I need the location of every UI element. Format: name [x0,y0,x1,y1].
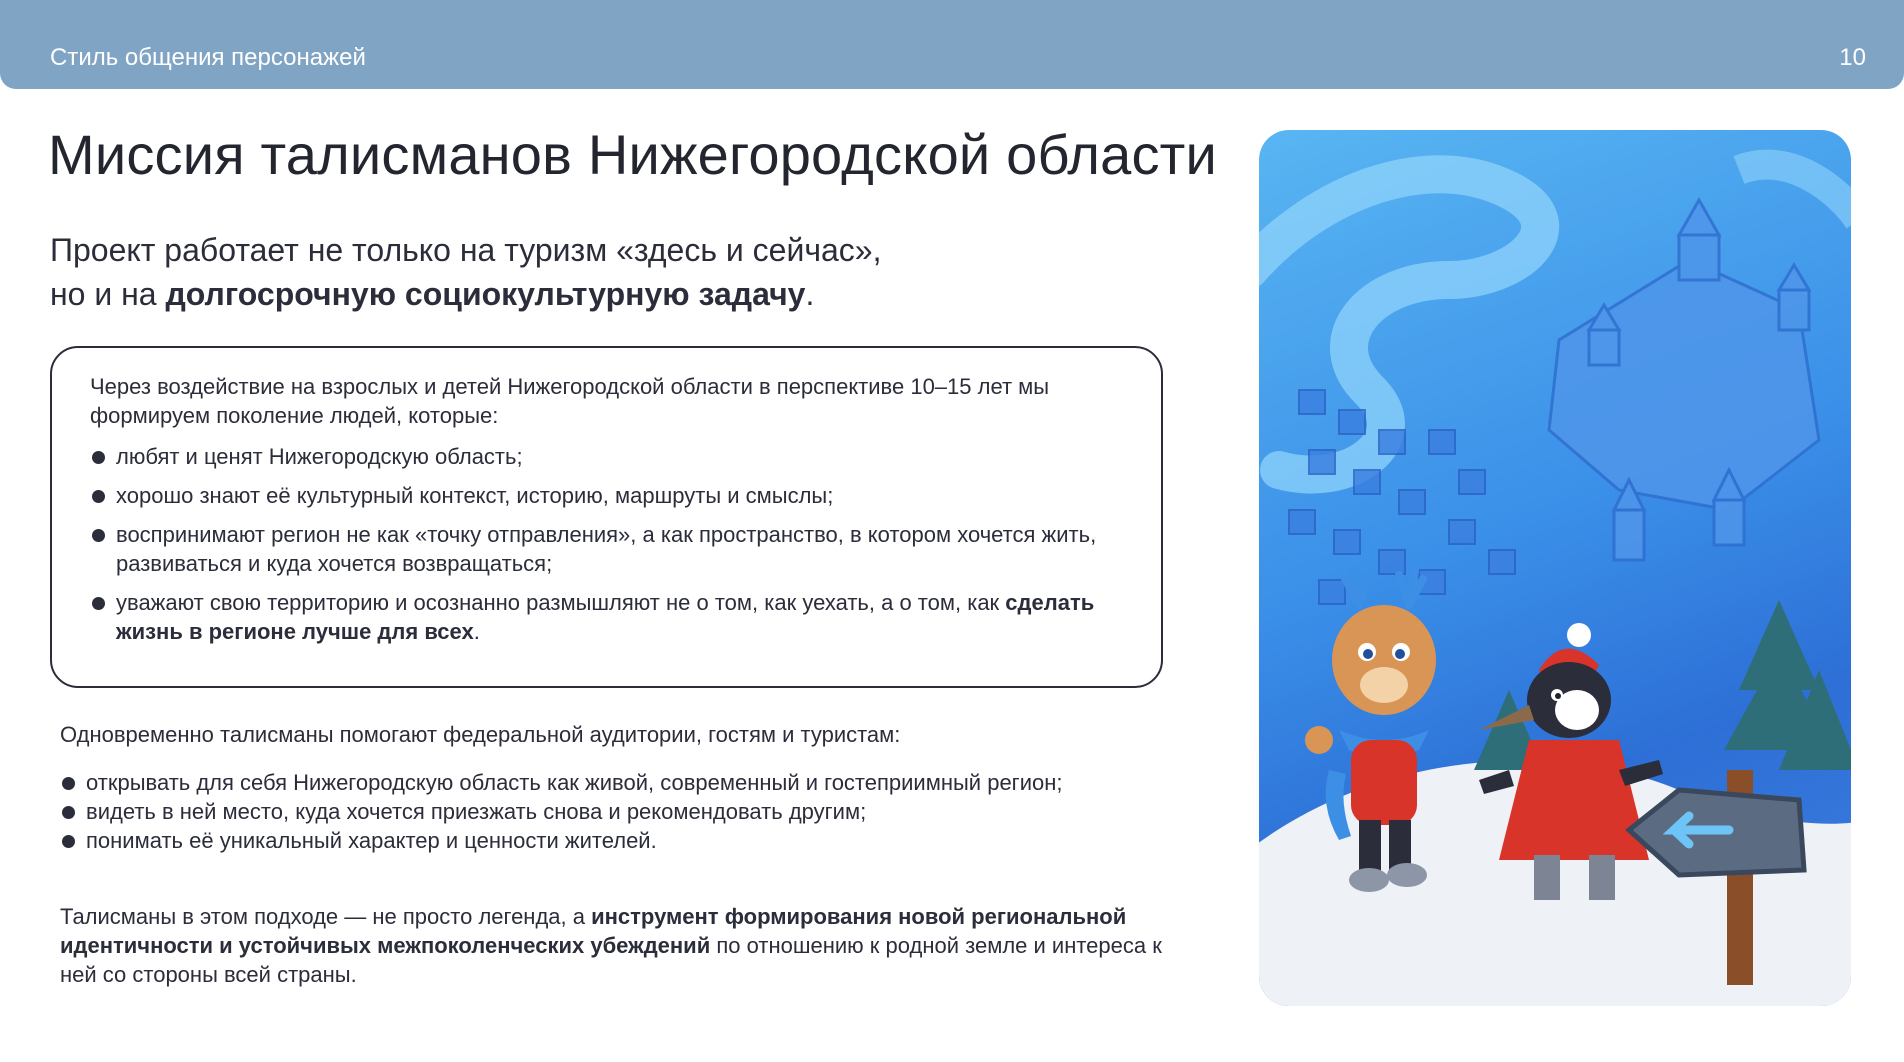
list-item [60,768,1120,797]
list-item [90,442,1123,471]
page-number: 10 [1839,44,1866,71]
lead-line-2-suffix: . [805,276,815,312]
bullet-icon [92,451,105,464]
list-item-text: хорошо знают её культурный контекст, историю, маршруты и смыслы; [116,483,834,508]
list-item [90,481,1123,510]
bullet-icon [62,806,75,819]
bullet-icon [92,597,105,610]
mascots-illustration [1259,130,1851,1006]
closing-emphasis: инструмент формирования новой региональной идентичности и устойчивых межпоколенческих убеждений [60,904,1127,958]
river-shape [1739,165,1851,220]
lead-line-1: Проект работает не только на туризм «здесь и сейчас», [50,232,882,268]
bullet-icon [92,529,105,542]
audience-intro: Одновременно талисманы помогают федеральной аудитории, гостям и туристам: [60,722,901,747]
audience-list [60,768,1120,855]
list-item-text: видеть в ней место, куда хочется приезжать снова и рекомендовать другим; [86,799,867,824]
illustration-art [1259,130,1851,1006]
mission-box [50,346,1163,688]
lead-paragraph [50,228,1150,316]
mission-intro: Через воздействие на взрослых и детей Нижегородской области в перспективе 10–15 лет мы формируем поколение людей, которые: [90,374,1050,428]
section-title: Стиль общения персонажей [50,44,366,71]
list-item-text: любят и ценят Нижегородскую область; [116,444,523,469]
list-item-suffix: . [473,619,480,644]
bullet-icon [92,490,105,503]
bullet-icon [62,777,75,790]
list-item-text: понимать её уникальный характер и ценности жителей. [86,828,657,853]
list-item [90,588,1123,646]
kremlin-icon [1549,200,1819,560]
page-title: Миссия талисманов Нижегородской области [48,123,1218,186]
lead-emphasis: долгосрочную социокультурную задачу [165,276,806,312]
list-item [60,826,1120,855]
lead-line-2-prefix: но и на [50,276,166,312]
list-item-text: уважают свою территорию и осознанно размышляют не о том, как уехать, а о том, как [116,590,1006,615]
list-item [90,520,1123,578]
list-item [60,797,1120,826]
mission-list [90,442,1123,646]
closing-suffix: по отношению к родной земле и интереса к ней со стороны всей страны. [60,933,1162,987]
list-item-text: открывать для себя Нижегородскую область как живой, современный и гостеприимный регион; [86,770,1063,795]
bullet-icon [62,835,75,848]
list-item-text: воспринимают регион не как «точку отправления», а как пространство, в котором хочется жить, развиваться и куда хочется возвращаться; [116,522,1097,576]
header-bar [0,0,1904,89]
list-item-emphasis: сделать жизнь в регионе лучше для всех [116,590,1095,644]
closing-prefix: Талисманы в этом подходе — не просто легенда, а [60,904,592,929]
closing-paragraph [60,902,1170,989]
